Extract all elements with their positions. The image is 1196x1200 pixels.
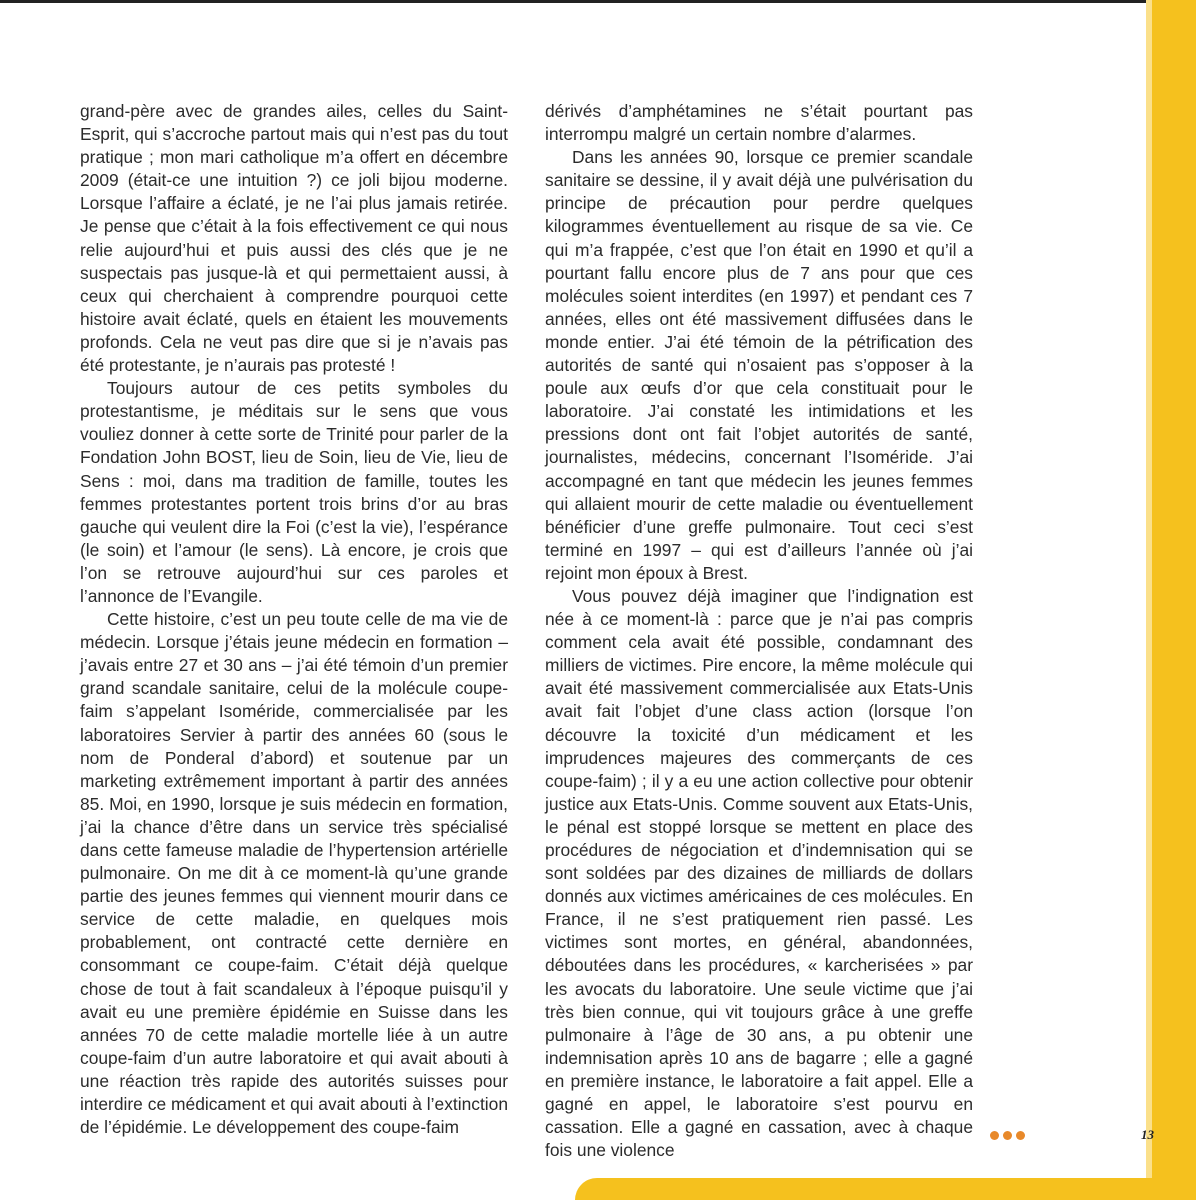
bottom-accent-band [575, 1178, 1196, 1200]
top-rule [0, 0, 1196, 3]
side-accent-band [1148, 0, 1196, 1200]
left-column [80, 100, 508, 1139]
page-number: 13 [1141, 1127, 1154, 1142]
dot-icon [1016, 1131, 1025, 1140]
dot-icon [1003, 1131, 1012, 1140]
paragraph: Toujours autour de ces petits symboles du protestantisme, je méditais sur le sens que vous vouliez donner à cette sorte de Trinité pour parler de la Fondation John BOST, lieu de Soin, lieu de Vie, lieu de Sens : moi, dans ma tradition de famille, toutes les femmes protestantes portent trois brins d’or au bras gauche qui veulent dire la Foi (c’est la vie), l’espérance (le soin) et l’amour (le sens). Là encore, je crois que l’on se retrouve aujourd’hui sur ces paroles et l’annonce de l’Evangile. [80, 378, 508, 606]
paragraph: Vous pouvez déjà imaginer que l’indignation est née à ce moment-là : parce que je n’ai pas compris comment cela avait été possible, condamnant des milliers de victimes. Pire encore, la même molécule qui avait été massivement commercialisée aux Etats-Unis avait fait l’objet d’une class action (lorsque l’on découvre la toxicité d’un médicament et les imprudences majeures des commerçants de ces coupe-faim) ; il y a eu une action collective pour obtenir justice aux Etats-Unis. Comme souvent aux Etats-Unis, le pénal est stoppé lorsque se mettent en place des procédures de négociation et d’indemnisation qui se sont soldées par des dizaines de milliards de dollars donnés aux victimes américaines de ces molécules. En France, il ne s’est pratiquement rien passé. Les victimes sont mortes, en général, abandonnées, déboutées dans les procédures, « karcherisées » par les avocats du laboratoire. Une seule victime que j’ai très bien connue, qui vit toujours grâce à une greffe pulmonaire à l’âge de 30 ans, a pu obtenir une indemnisation après 10 ans de bagarre ; elle a gagné en première instance, le laboratoire a fait appel. Elle a gagné en appel, le laboratoire s’est pourvu en cassation. Elle a gagné en cassation, avec à chaque fois une violence [545, 585, 973, 1161]
paragraph: Dans les années 90, lorsque ce premier scandale sanitaire se dessine, il y avait déjà une pulvérisation du principe de précaution pour perdre quelques kilogrammes éventuellement au risque de sa vie. Ce qui m’a frappée, c’est que l’on était en 1990 et qu’il a pourtant fallu encore plus de 7 ans pour que ces molécules soient interdites (en 1997) et pendant ces 7 années, elles ont été massivement diffusées dans le monde entier. J’ai été témoin de la pétrification des autorités de santé qui n’osaient pas s’opposer à la poule aux œufs d’or que cela constituait pour le laboratoire. J’ai constaté les intimidations et les pressions dont ont fait l’objet autorités de santé, journalistes, médecins, concernant l’Isoméride. J’ai accompagné en tant que médecin les jeunes femmes qui allaient mourir de cette maladie ou éventuellement bénéficier d’une greffe pulmonaire. Tout ceci s’est terminé en 1997 – qui est d’ailleurs l’année où j’ai rejoint mon époux à Brest. [545, 147, 973, 583]
paragraph: Cette histoire, c’est un peu toute celle de ma vie de médecin. Lorsque j’étais jeune médecin en formation – j’avais entre 27 et 30 ans – j’ai été témoin d’un premier grand scandale sanitaire, celui de la molécule coupe-faim s’appelant Isoméride, commercialisée par les laboratoires Servier à partir des années 60 (sous le nom de Ponderal d’abord) et soutenue par un marketing extrêmement important à partir des années 85. Moi, en 1990, lorsque je suis médecin en formation, j’ai la chance d’être dans un service très spécialisé dans cette fameuse maladie de l’hypertension artérielle pulmonaire. On me dit à ce moment-là qu’une grande partie des jeunes femmes qui viennent mourir dans ce service de cette maladie, en quelques mois probablement, ont contracté cette dernière en consommant ce coupe-faim. C’était déjà quelque chose de tout à fait scandaleux à l’époque puisqu’il y avait eu une première épidémie en Suisse dans les années 70 de cette maladie mortelle liée à un autre coupe-faim d’un autre laboratoire et qui avait abouti à une réaction très rapide des autorités suisses pour interdire ce médicament et qui avait abouti à l’extinction de l’épidémie. Le développement des coupe-faim [80, 609, 508, 1138]
dot-icon [990, 1131, 999, 1140]
continuation-dots [990, 1131, 1025, 1140]
right-column [545, 100, 973, 1162]
side-accent-inner [1146, 0, 1152, 1200]
paragraph: grand-père avec de grandes ailes, celles du Saint-Esprit, qui s’accroche partout mais qui n’est pas du tout pratique ; mon mari catholique m’a offert en décembre 2009 (était-ce une intuition ?) ce joli bijou moderne. Lorsque l’affaire a éclaté, je ne l’ai plus jamais retirée. Je pense que c’était à la fois effectivement ce qui nous relie aujourd’hui et puis aussi des clés que je ne suspectais pas jusque-là et qui permettaient aussi, à ceux qui cherchaient à comprendre pourquoi cette histoire avait éclaté, quels en étaient les mouvements profonds. Cela ne veut pas dire que si je n’avais pas été protestante, je n’aurais pas protesté ! [80, 101, 508, 376]
paragraph: dérivés d’amphétamines ne s’était pourtant pas interrompu malgré un certain nombre d’alarmes. [545, 101, 973, 145]
